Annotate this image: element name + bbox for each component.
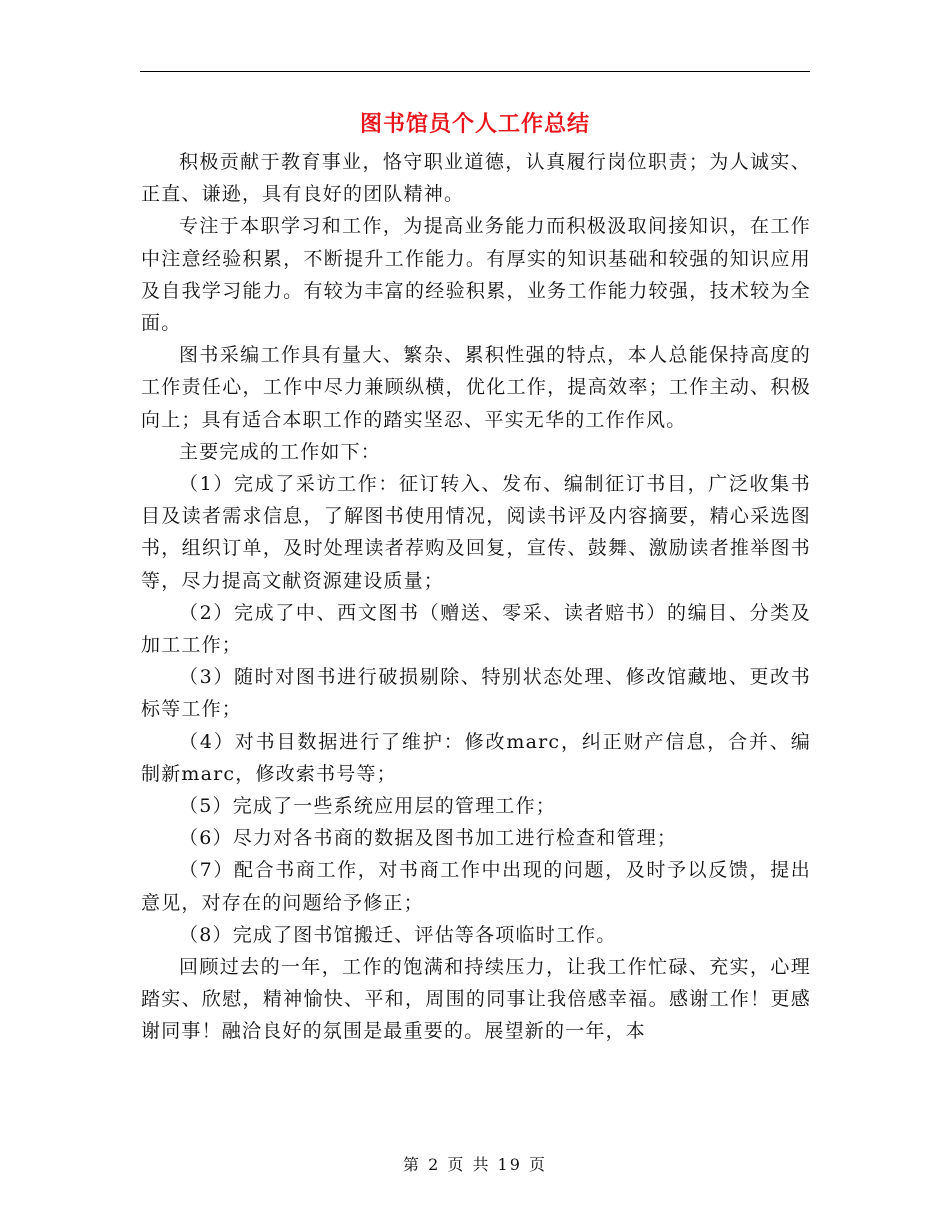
paragraph: 积极贡献于教育事业，恪守职业道德，认真履行岗位职责；为人诚实、正直、谦逊，具有良好的团队精神。 [141, 151, 811, 206]
document-body [141, 146, 811, 1048]
closing-paragraph: 回顾过去的一年，工作的饱满和持续压力，让我工作忙碌、充实，心理踏实、欣慰，精神愉快、平和，周围的同事让我倍感幸福。感谢工作！更感谢同事！融洽良好的氛围是最重要的。展望新的一年，本 [141, 956, 811, 1043]
list-item: （4）对书目数据进行了维护：修改marc，纠正财产信息，合并、编制新marc，修改索书号等； [141, 730, 811, 785]
paragraph: 专注于本职学习和工作，为提高业务能力而积极汲取间接知识，在工作中注意经验积累，不断提升工作能力。有厚实的知识基础和较强的知识应用及自我学习能力。有较为丰富的经验积累，业务工作能力较强，技术较为全面。 [141, 215, 811, 335]
list-item: （5）完成了一些系统应用层的管理工作； [179, 795, 556, 818]
document-title: 图书馆员个人工作总结 [359, 111, 590, 137]
list-item: （7）配合书商工作，对书商工作中出现的问题，及时予以反馈，提出意见，对存在的问题给予修正； [141, 859, 811, 914]
list-item: （6）尽力对各书商的数据及图书加工进行检查和管理； [179, 827, 678, 850]
list-item: （1）完成了采访工作：征订转入、发布、编制征订书目，广泛收集书目及读者需求信息，了解图书使用情况，阅读书评及内容摘要，精心采选图书，组织订单，及时处理读者荐购及回复，宣传、鼓舞、激励读者推举图书等，尽力提高文献资源建设质量； [141, 473, 811, 592]
list-item: （8）完成了图书馆搬迁、评估等各项临时工作。 [179, 923, 617, 946]
list-item: （3）随时对图书进行破损剔除、特别状态处理、修改馆藏地、更改书标等工作； [141, 666, 811, 721]
paragraph: 图书采编工作具有量大、繁杂、累积性强的特点，本人总能保持高度的工作责任心，工作中尽力兼顾纵横，优化工作，提高效率；工作主动、积极向上；具有适合本职工作的踏实坚忍、平实无华的工作作风。 [141, 344, 811, 431]
header-rule [140, 71, 810, 72]
paragraph: 主要完成的工作如下： [179, 440, 382, 463]
page-number: 第 2 页 共 19 页 [403, 1155, 547, 1174]
list-item: （2）完成了中、西文图书（赠送、零采、读者赔书）的编目、分类及加工工作； [141, 601, 811, 657]
